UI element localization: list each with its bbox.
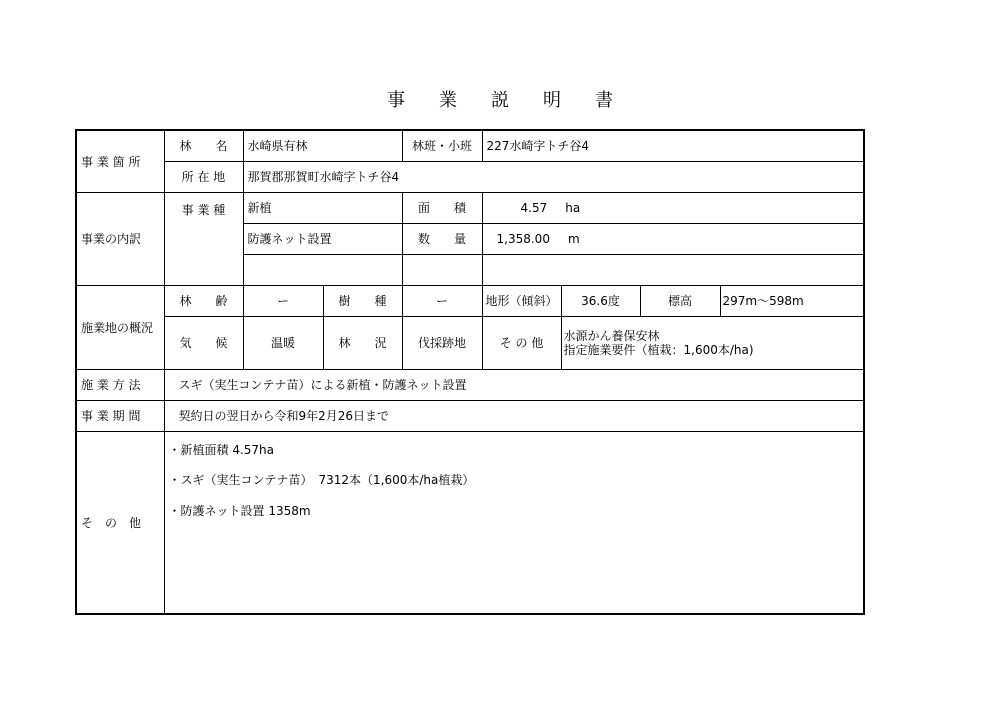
other-line-2: ・スギ（実生コンテナ苗） 7312本（1,600本/ha植栽） [168, 473, 475, 487]
project-description-table [75, 129, 863, 618]
other-small-line-2: 指定施業要件（植栽：1,600本/ha) [563, 342, 754, 357]
work-type-value-1: 新植 [243, 192, 402, 223]
other-line-3: ・防護ネット設置 1358m [168, 503, 311, 518]
label-empty [402, 254, 482, 285]
label-work-type: 事 業 種 [164, 192, 243, 285]
label-terrain: 地形（傾斜） [482, 285, 561, 316]
area-value: 4.57 [520, 200, 548, 215]
area-cell [482, 192, 864, 223]
label-other: そ の 他 [76, 431, 164, 614]
address-value: 那賀郡那賀町水崎字トチ谷4 [243, 161, 864, 192]
title-char: 業 [439, 90, 457, 111]
label-address: 所 在 地 [164, 161, 243, 192]
label-quantity: 数 量 [402, 223, 482, 254]
document-title [0, 86, 1000, 112]
title-char: 明 [543, 90, 561, 111]
area-unit: ha [565, 200, 581, 215]
compartment-value: 227水崎字トチ谷4 [482, 130, 864, 161]
period-value: 契約日の翌日から令和9年2月26日まで [164, 400, 864, 431]
other-line-1: ・新植面積 4.57ha [168, 442, 274, 457]
label-area: 面 積 [402, 192, 482, 223]
label-method: 施 業 方 法 [76, 369, 164, 400]
method-value: スギ（実生コンテナ苗）による新植・防護ネット設置 [164, 369, 864, 400]
quantity-unit: m [567, 231, 580, 246]
title-char: 事 [387, 90, 405, 111]
label-species: 樹 種 [323, 285, 402, 316]
climate-value: 温暖 [243, 316, 323, 369]
species-value: ー [402, 285, 482, 316]
slope-value: 36.6度 [561, 285, 640, 316]
label-compartment: 林班・小班 [402, 130, 482, 161]
forest-name-value: 水崎県有林 [243, 130, 402, 161]
other-small-line-1: 水源かん養保安林 [563, 328, 660, 343]
quantity-cell [482, 223, 864, 254]
forest-status-value: 伐採跡地 [402, 316, 482, 369]
label-location: 事 業 箇 所 [76, 130, 164, 192]
label-forest-name: 林 名 [164, 130, 243, 161]
title-char: 説 [491, 90, 509, 111]
label-site-status: 施業地の概況 [76, 285, 164, 369]
elevation-value: 297m～598m [720, 285, 864, 316]
work-type-value-2: 防護ネット設置 [243, 223, 402, 254]
label-breakdown: 事業の内訳 [76, 192, 164, 285]
label-period: 事 業 期 間 [76, 400, 164, 431]
other-value [164, 431, 864, 614]
work-type-empty [243, 254, 402, 285]
title-char: 書 [595, 90, 613, 111]
label-elevation: 標高 [640, 285, 720, 316]
age-value: ー [243, 285, 323, 316]
label-age: 林 齢 [164, 285, 243, 316]
other-small-value [561, 316, 864, 369]
value-empty [482, 254, 864, 285]
label-other-small: そ の 他 [482, 316, 561, 369]
label-climate: 気 候 [164, 316, 243, 369]
quantity-value: 1,358.00 [496, 231, 550, 246]
label-forest-status: 林 況 [323, 316, 402, 369]
